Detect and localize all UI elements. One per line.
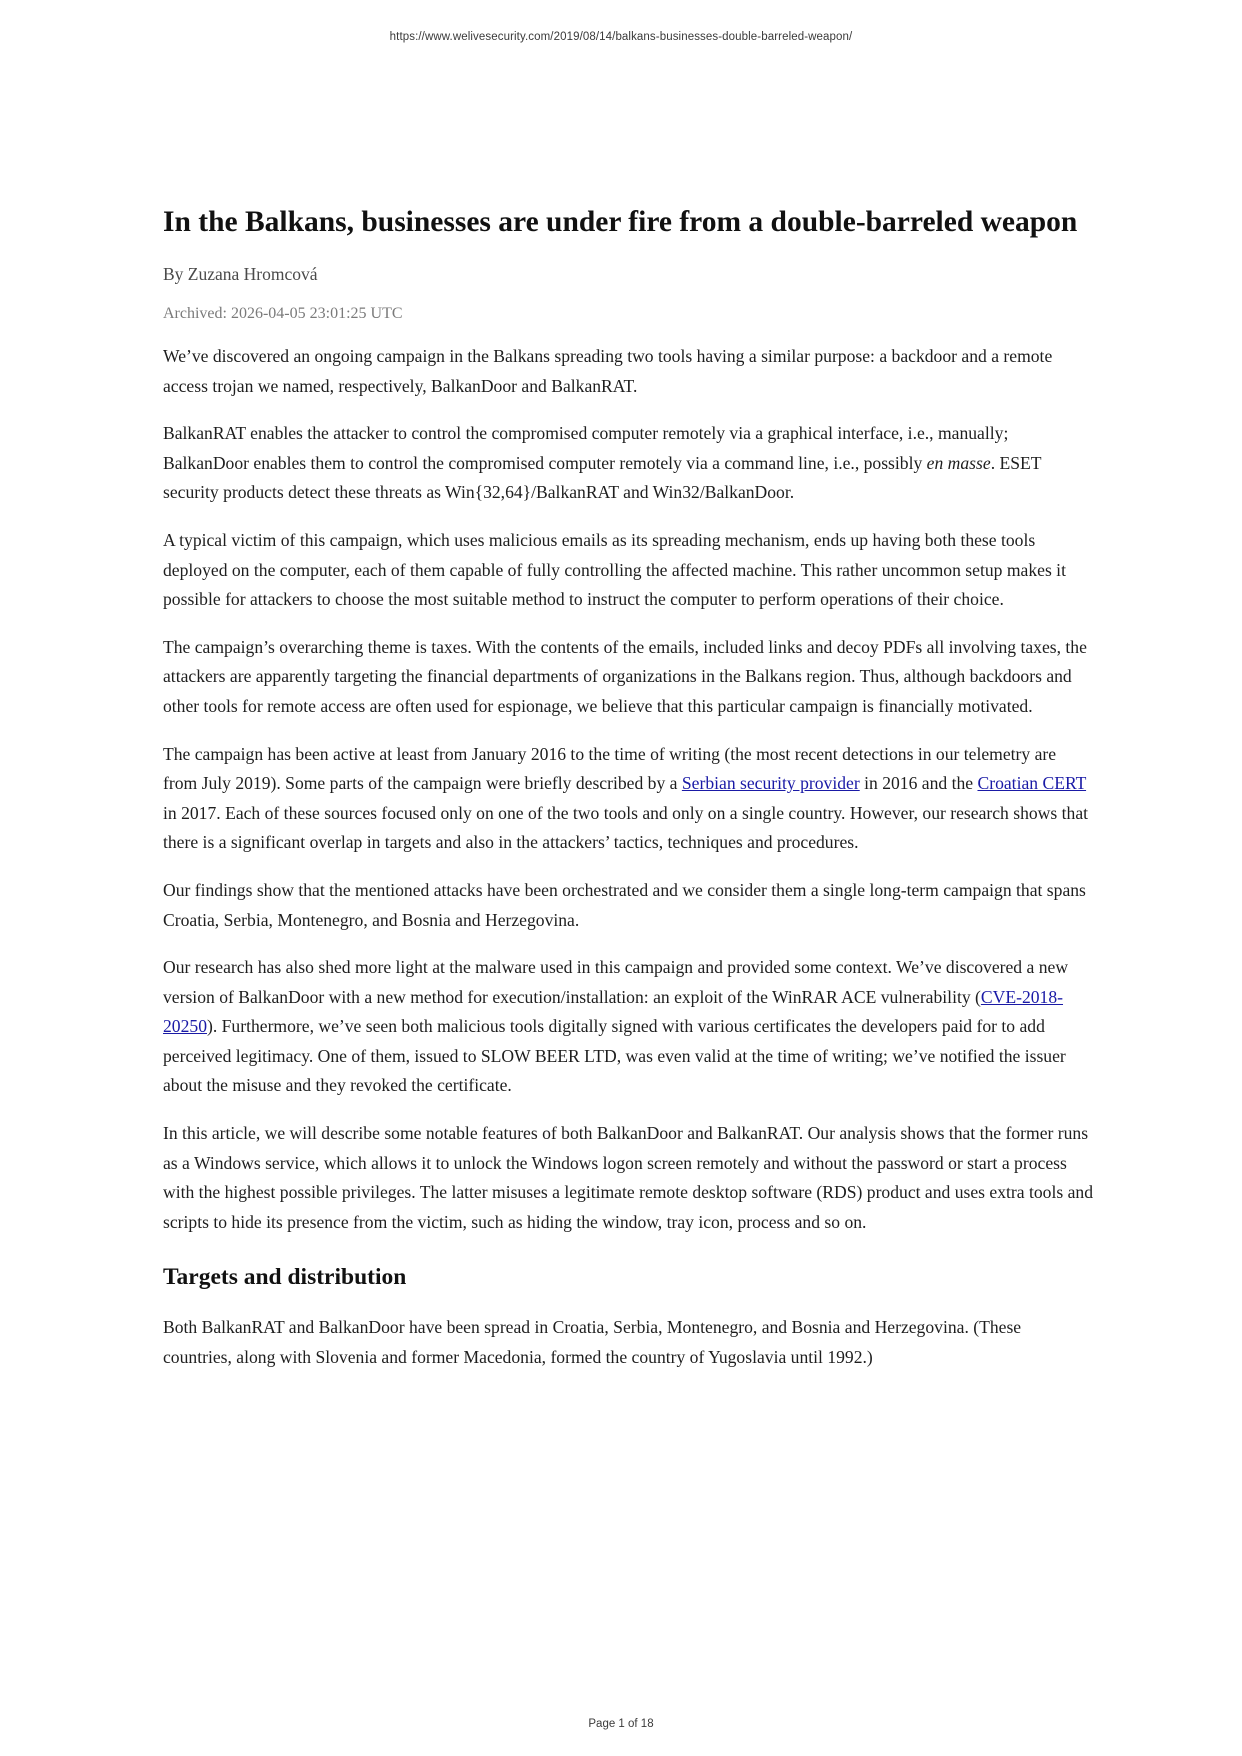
archived-timestamp: Archived: 2026-04-05 23:01:25 UTC <box>163 305 403 322</box>
paragraph-text: The campaign has been active at least from January 2016 to the time of writing (the most recent detections in our telemetry are from July 2019). Some parts of the campaign were briefly described by a <box>163 743 1057 794</box>
paragraph-text: . ESET security products detect these threats as Win{32,64}/BalkanRAT and Win32/BalkanDoor. <box>163 452 1042 503</box>
paragraph-text: ). Furthermore, we’ve seen both malicious tools digitally signed with various certificates the developers paid for to add perceived legitimacy. One of them, issued to SLOW BEER LTD, was even valid at the time of writing; we’ve notified the issuer about the misuse and they revoked the certificate. <box>163 1016 1066 1096</box>
cve-link[interactable]: CVE-2018-20250 <box>163 986 1063 1037</box>
croatian-cert-link[interactable]: Croatian CERT <box>977 773 1087 794</box>
article <box>163 202 1093 1373</box>
paragraph-timeline <box>163 740 1093 858</box>
paragraph-intro: We’ve discovered an ongoing campaign in the Balkans spreading two tools having a similar purpose: a backdoor and a remote access trojan we named, respectively, BalkanDoor and BalkanRAT. <box>163 346 1053 396</box>
page-url-header: https://www.welivesecurity.com/2019/08/14/balkans-businesses-double-barreled-weapon/ <box>389 31 853 43</box>
paragraph-findings: Our findings show that the mentioned attacks have been orchestrated and we consider them a single long-term campaign that spans Croatia, Serbia, Montenegro, and Bosnia and Herzegovina. <box>163 879 1086 930</box>
author-byline: By Zuzana Hromcová <box>163 264 318 284</box>
paragraph-tools <box>163 419 1093 508</box>
paragraph-text: BalkanRAT enables the attacker to control the compromised computer remotely via a graphical interface, i.e., manually; BalkanDoor enables them to control the compromised computer remotely via a command line, i.e., possibly <box>163 423 1009 473</box>
article-title: In the Balkans, businesses are under fire from a double-barreled weapon <box>163 206 1078 238</box>
emphasis-text: en masse <box>926 452 991 473</box>
paragraph-theme: The campaign’s overarching theme is taxes. With the contents of the emails, included links and decoy PDFs all involving taxes, the attackers are apparently targeting the financial departments of organizations in the Balkans region. Thus, although backdoors and other tools for remote access are often used for espionage, we believe that this particular campaign is financially motivated. <box>163 636 1087 716</box>
paragraph-distribution: Both BalkanRAT and BalkanDoor have been spread in Croatia, Serbia, Montenegro, and Bosnia and Herzegovina. (These countries, along with Slovenia and former Macedonia, formed the country of Yugoslavia until 1992.) <box>163 1317 1022 1368</box>
serbian-security-provider-link[interactable]: Serbian security provider <box>681 773 860 794</box>
page-number: Page 1 of 18 <box>588 1718 654 1730</box>
paragraph-overview: In this article, we will describe some notable features of both BalkanDoor and BalkanRAT. Our analysis shows that the former runs as a Windows service, which allows it to unlock the Windows logon screen remotely and without the password or start a process with the highest possible privileges. The latter misuses a legitimate remote desktop software (RDS) product and uses extra tools and scripts to hide its presence from the victim, such as hiding the window, tray icon, process and so on. <box>163 1123 1093 1232</box>
section-heading-targets: Targets and distribution <box>163 1264 407 1291</box>
paragraph-text: in 2017. Each of these sources focused only on one of the two tools and only on a single country. However, our research shows that there is a significant overlap in targets and also in the attackers’ tactics, techniques and procedures. <box>163 802 1089 853</box>
paragraph-research <box>163 953 1093 1101</box>
paragraph-victim: A typical victim of this campaign, which uses malicious emails as its spreading mechanism, ends up having both these tools deployed on the computer, each of them capable of fully controlling the affected machine. This rather uncommon setup makes it possible for attackers to choose the most suitable method to instruct the computer to perform operations of their choice. <box>163 529 1066 610</box>
paragraph-text: in 2016 and the <box>859 773 978 794</box>
paragraph-text: Our research has also shed more light at the malware used in this campaign and provided some context. We’ve discovered a new version of BalkanDoor with a new method for execution/installation: an exploit of the WinRAR ACE vulnerability ( <box>163 957 1069 1007</box>
